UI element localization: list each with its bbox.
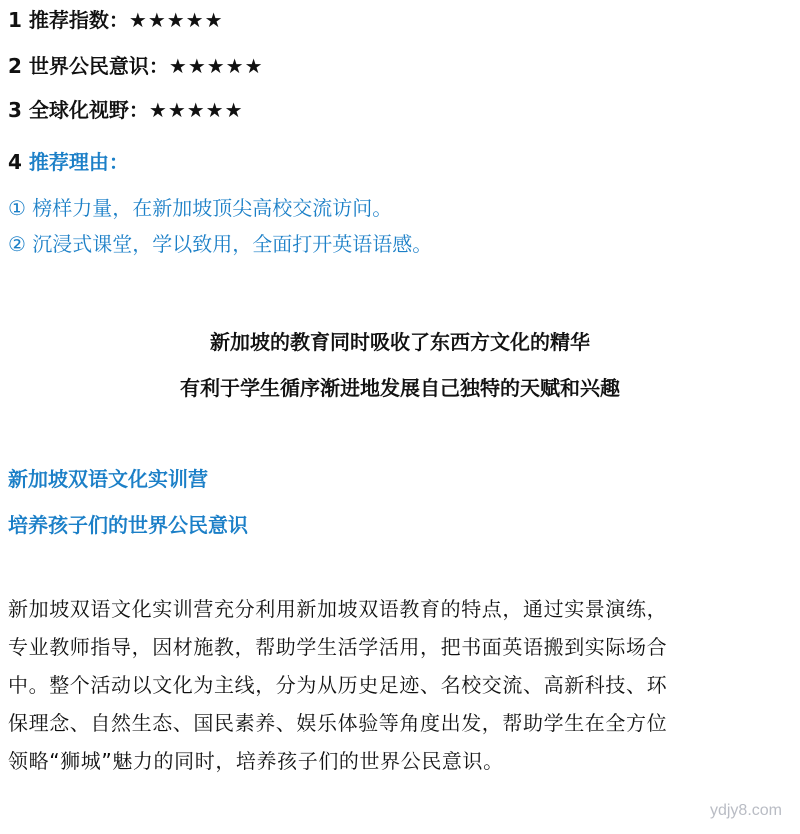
section-title-camp: 新加坡双语文化实训营 [8,467,208,491]
paragraph-line: 中。整个活动以文化为主线，分为从历史足迹、名校交流、高新科技、环 [8,673,668,697]
rating-stars: ★★★★★ [148,98,244,122]
paragraph-line: 保理念、自然生态、国民素养、娱乐体验等角度出发，帮助学生在全方位 [8,711,668,735]
reason-item-1: ① 榜样力量，在新加坡顶尖高校交流访问。 [8,196,393,220]
rating-label: 世界公民意识： [28,54,169,78]
rating-number: 2 [8,54,22,78]
center-line-1: 新加坡的教育同时吸收了东西方文化的精华 [210,330,590,354]
rating-global-citizen [8,54,264,78]
rating-label: 推荐指数： [28,8,129,32]
reason-item-2: ② 沉浸式课堂，学以致用，全面打开英语语感。 [8,232,433,256]
paragraph-line: 新加坡双语文化实训营充分利用新加坡双语教育的特点，通过实景演练， [8,597,668,621]
reasons-heading-text: 推荐理由： [28,150,129,174]
reasons-number: 4 [8,150,22,174]
rating-number: 3 [8,98,22,122]
body-paragraph [8,590,798,780]
rating-number: 1 [8,8,22,32]
rating-stars: ★★★★★ [128,8,224,32]
rating-global-vision [8,98,244,122]
rating-label: 全球化视野： [28,98,149,122]
paragraph-line: 专业教师指导，因材施教，帮助学生活学活用，把书面英语搬到实际场合 [8,635,668,659]
rating-recommend [8,8,224,32]
paragraph-line: 领略“狮城”魅力的同时，培养孩子们的世界公民意识。 [8,749,504,773]
rating-stars: ★★★★★ [168,54,264,78]
reasons-heading [8,150,129,174]
watermark: ydjy8.com [709,802,782,819]
center-line-2: 有利于学生循序渐进地发展自己独特的天赋和兴趣 [180,376,620,400]
section-title-citizen: 培养孩子们的世界公民意识 [8,513,248,537]
